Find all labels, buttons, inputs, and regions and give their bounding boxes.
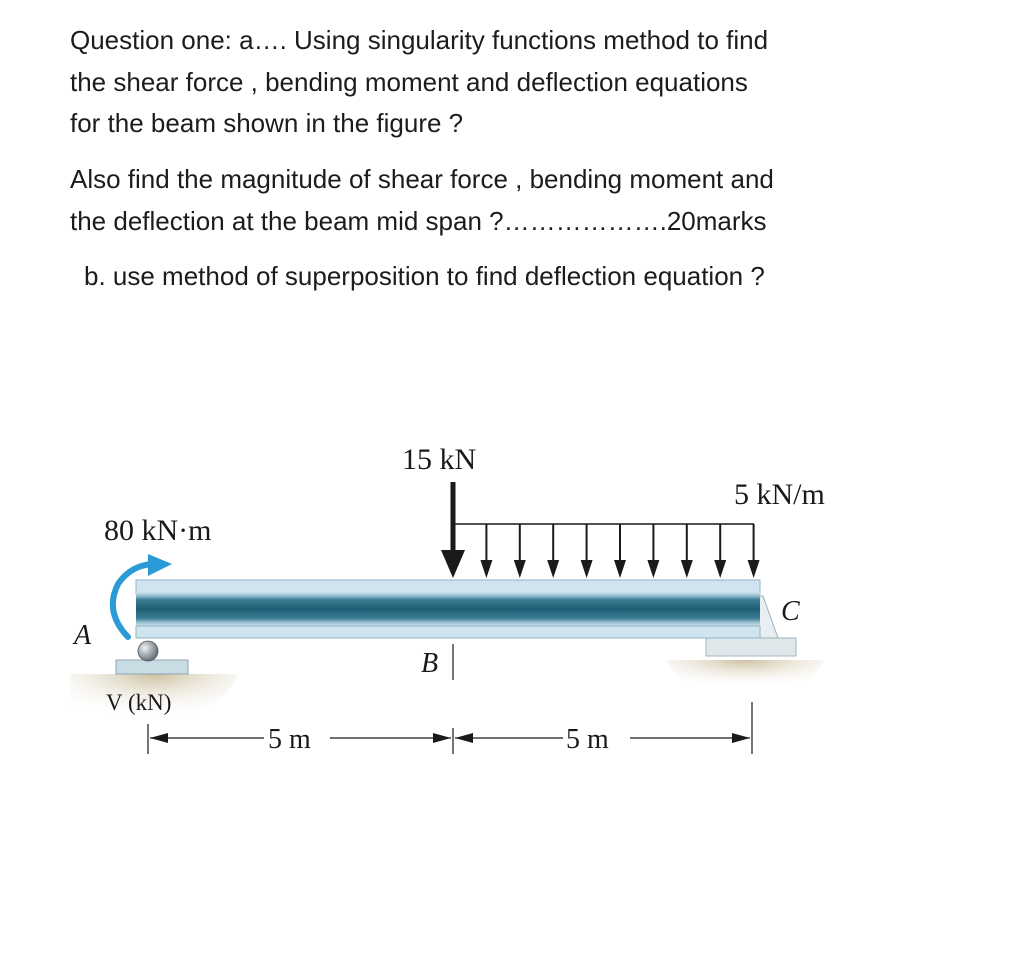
beam-top-flange: [136, 580, 760, 594]
distributed-load-arrow-head: [614, 560, 626, 578]
span-bc-label: 5 m: [566, 724, 609, 755]
distributed-load-arrow-head: [748, 560, 760, 578]
question-line: for the beam shown in the figure ?: [70, 108, 464, 138]
roller-base: [116, 660, 188, 674]
distributed-load-arrow-head: [714, 560, 726, 578]
question-line: Also find the magnitude of shear force , bending moment and: [70, 164, 774, 194]
distributed-load-arrow-head: [547, 560, 559, 578]
question-part-a: [70, 20, 768, 145]
distributed-load: [453, 524, 760, 578]
pin-base: [706, 638, 796, 656]
moment-label: 80 kN·m: [104, 514, 212, 547]
dimension-arrow-c: [732, 733, 750, 743]
question-line: b. use method of superposition to find deflection equation ?: [84, 261, 765, 291]
question-part-a-continued: [70, 159, 774, 242]
point-load-label: 15 kN: [402, 443, 477, 476]
point-a-label: A: [74, 620, 92, 651]
beam-figure: [68, 432, 878, 762]
question-line: the shear force , bending moment and deflection equations: [70, 66, 748, 97]
question-line: the deflection at the beam mid span ?……………….20marks: [70, 205, 767, 236]
point-load-arrow-head: [441, 550, 465, 578]
beam-bottom-flange: [136, 626, 760, 638]
span-ab-label: 5 m: [268, 724, 311, 755]
dimension-arrow-b-left: [433, 733, 451, 743]
shear-label: V (kN): [106, 690, 172, 715]
dimension-arrow-b-right: [455, 733, 473, 743]
point-b-label: B: [421, 648, 439, 679]
point-c-label: C: [781, 596, 800, 627]
dimension-arrow-a: [150, 733, 168, 743]
moment-arrow-head: [148, 554, 172, 576]
distributed-load-label: 5 kN/m: [734, 478, 825, 511]
distributed-load-arrow-head: [647, 560, 659, 578]
distributed-load-arrow-head: [514, 560, 526, 578]
question-line: Question one: a…. Using singularity functions method to find: [70, 25, 769, 55]
ground-right: [666, 660, 824, 696]
question-part-b: [84, 256, 765, 298]
beam-web: [136, 592, 760, 626]
distributed-load-arrow-head: [581, 560, 593, 578]
distributed-load-arrow-head: [480, 560, 492, 578]
distributed-load-arrow-head: [681, 560, 693, 578]
roller-ball: [138, 641, 158, 661]
